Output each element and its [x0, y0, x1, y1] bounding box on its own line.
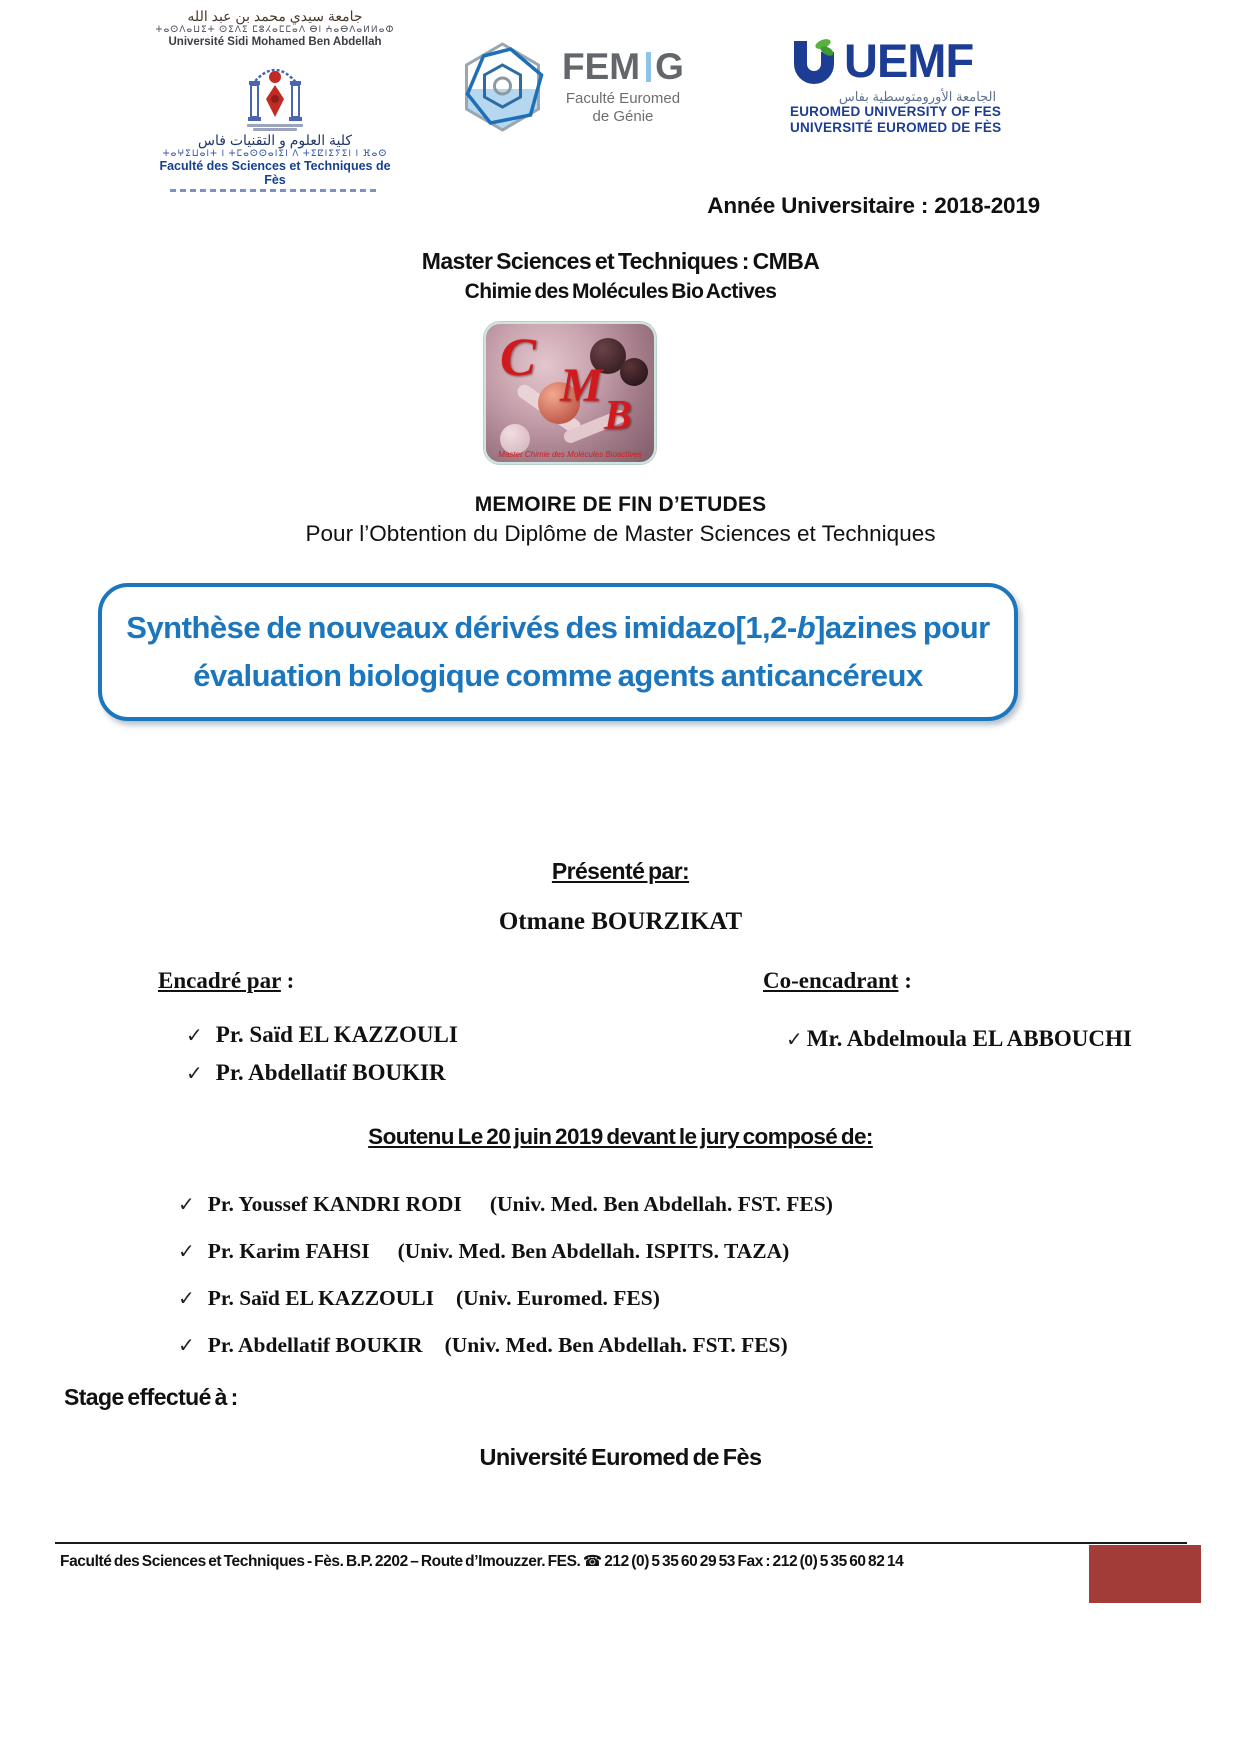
- cmb-program-logo: [484, 322, 656, 464]
- fst-emblem-caption-bar: [247, 124, 303, 127]
- femg-subtitle-line2: de Génie: [592, 108, 654, 125]
- supervisor-left-label-text: Encadré par: [158, 968, 281, 993]
- defense-heading-text: Soutenu Le 20 juin 2019 devant le jury composé de:: [368, 1124, 873, 1149]
- cmb-logo-caption: Master Chimie des Molécules Bioactives: [498, 450, 642, 459]
- cmb-letter-c: C: [500, 327, 537, 387]
- internship-label: Stage effectué à :: [64, 1384, 238, 1410]
- molecule-sphere: [620, 358, 648, 386]
- uemf-university-logo: [790, 34, 1045, 136]
- fst-monument-emblem-icon: [243, 51, 307, 123]
- supervisor-left-colon: :: [280, 968, 295, 993]
- supervisor-right-label-text: Co-encadrant: [763, 968, 899, 993]
- supervisor-right-label: [763, 968, 912, 994]
- jury-row: [178, 1192, 833, 1217]
- supervisor-name: Pr. Saïd EL KAZZOULI: [215, 1022, 458, 1047]
- memoire-title: MEMOIRE DE FIN D’ETUDES: [474, 493, 767, 516]
- jury-member-name: Pr. Youssef KANDRI RODI: [207, 1192, 462, 1216]
- checkmark-icon: ✓: [186, 1023, 203, 1047]
- jury-member-affiliation: (Univ. Med. Ben Abdellah. FST. FES): [444, 1333, 788, 1357]
- fst-latin-faculty: Faculté des Sciences et Techniques de Fès: [159, 159, 391, 187]
- thesis-title-line1-pre: Synthèse de nouveaux dérivés des imidazo[1,2-: [126, 610, 797, 645]
- thesis-title-line1-post: ]azines pour: [815, 610, 990, 645]
- footer-contact: [60, 1552, 1090, 1571]
- internship-location: Université Euromed de Fès: [479, 1444, 762, 1470]
- supervisor-item: [186, 1022, 458, 1048]
- cmb-letter-b: B: [604, 393, 633, 439]
- supervisor-item: [186, 1060, 446, 1086]
- femg-faculty-logo: [452, 36, 722, 138]
- fst-emblem-caption-bar: [253, 128, 297, 131]
- uemf-arabic-name: الجامعة الأورومتوسطية بفاس: [838, 89, 997, 104]
- fst-arabic-title: جامعة سيدي محمد بن عبد الله: [187, 8, 363, 24]
- jury-member-affiliation: (Univ. Euromed. FES): [456, 1286, 660, 1310]
- co-supervisor-name: Mr. Abdelmoula EL ABBOUCHI: [806, 1026, 1132, 1051]
- fst-latin-title: Université Sidi Mohamed Ben Abdellah: [168, 36, 382, 48]
- fst-tifinagh-line: ⵜⴰⵙⴷⴰⵡⵉⵜ ⵙⵉⴷⵉ ⵎⵓⵃⴰⵎⵎⴰⴷ ⴱⵏ ⵄⴰⴱⴷⴰⵍⵍⴰⵀ: [155, 24, 395, 34]
- presented-by-label: [0, 858, 1241, 885]
- jury-row: [178, 1239, 789, 1264]
- co-supervisor-item: [786, 1026, 1132, 1052]
- checkmark-icon: ✓: [178, 1333, 195, 1357]
- jury-row: [178, 1286, 660, 1311]
- checkmark-icon: ✓: [186, 1061, 203, 1085]
- jury-member-name: Pr. Abdellatif BOUKIR: [207, 1333, 423, 1357]
- thesis-title-box: [98, 583, 1018, 721]
- defense-heading: [0, 1124, 1241, 1150]
- uemf-u-leaf-icon: [790, 38, 838, 86]
- fst-dashed-underline: [170, 189, 380, 192]
- jury-row: [178, 1333, 788, 1358]
- checkmark-icon: ✓: [786, 1027, 803, 1051]
- uemf-name-en: EUROMED UNIVERSITY OF FES: [790, 104, 1002, 119]
- thesis-title-line2: évaluation biologique comme agents anticancéreux: [193, 658, 923, 693]
- supervisor-right-colon: :: [898, 968, 912, 993]
- femg-acronym-fem: FEM: [562, 46, 641, 87]
- thesis-title-line1: [126, 604, 989, 652]
- footer-address: Faculté des Sciences et Techniques - Fès. B.P. 2202 – Route d’Imouzzer. FES.: [60, 1553, 581, 1570]
- checkmark-icon: ✓: [178, 1286, 195, 1310]
- footer-phone: 212 (0) 5 35 60 29 53: [604, 1553, 736, 1570]
- supervisor-name: Pr. Abdellatif BOUKIR: [215, 1060, 446, 1085]
- supervisor-left-label: [158, 968, 294, 994]
- master-program-line1: Master Sciences et Techniques : CMBA: [421, 248, 820, 274]
- femg-divider-bar: [646, 52, 651, 82]
- checkmark-icon: ✓: [178, 1239, 195, 1263]
- uemf-name-fr: UNIVERSITÉ EUROMED DE FÈS: [790, 120, 1002, 135]
- phone-icon: ☎: [582, 1552, 602, 1570]
- fst-tifinagh-faculty: ⵜⴰⵖⵉⵡⴰⵏⵜ ⵏ ⵜⵎⴰⵙⵙⴰⵏⵉⵏ ⴷ ⵜⵉⵇⵏⵉⵢⵉⵏ ⵏ ⴼⴰⵙ: [162, 148, 388, 158]
- fst-arabic-faculty: كلية العلوم و التقنيات فاس: [197, 132, 353, 148]
- footer-divider: [55, 1542, 1187, 1544]
- memoire-subtitle: Pour l’Obtention du Diplôme de Master Sciences et Techniques: [305, 521, 936, 546]
- cmb-letter-m: M: [560, 359, 603, 412]
- jury-member-affiliation: (Univ. Med. Ben Abdellah. ISPITS. TAZA): [397, 1239, 790, 1263]
- jury-member-affiliation: (Univ. Med. Ben Abdellah. FST. FES): [489, 1192, 833, 1216]
- academic-year: Année Universitaire : 2018-2019: [707, 193, 1040, 218]
- footer-maroon-block: [1089, 1545, 1201, 1603]
- jury-member-name: Pr. Saïd EL KAZZOULI: [207, 1286, 434, 1310]
- femg-acronym-g: G: [655, 46, 684, 87]
- fst-university-logo: [150, 8, 400, 192]
- femg-hexagon-icon: [452, 37, 552, 137]
- uemf-acronym: UEMF: [844, 34, 974, 87]
- footer-fax: Fax : 212 (0) 5 35 60 82 14: [737, 1553, 904, 1570]
- master-program-line2: Chimie des Molécules Bio Actives: [464, 280, 777, 303]
- jury-member-name: Pr. Karim FAHSI: [207, 1239, 370, 1263]
- thesis-title-line1-italic-b: b: [796, 610, 816, 645]
- femg-subtitle-line1: Faculté Euromed: [565, 90, 681, 107]
- author-name: Otmane BOURZIKAT: [498, 908, 743, 935]
- checkmark-icon: ✓: [178, 1192, 195, 1216]
- presented-by-label-text: Présenté par:: [551, 858, 690, 884]
